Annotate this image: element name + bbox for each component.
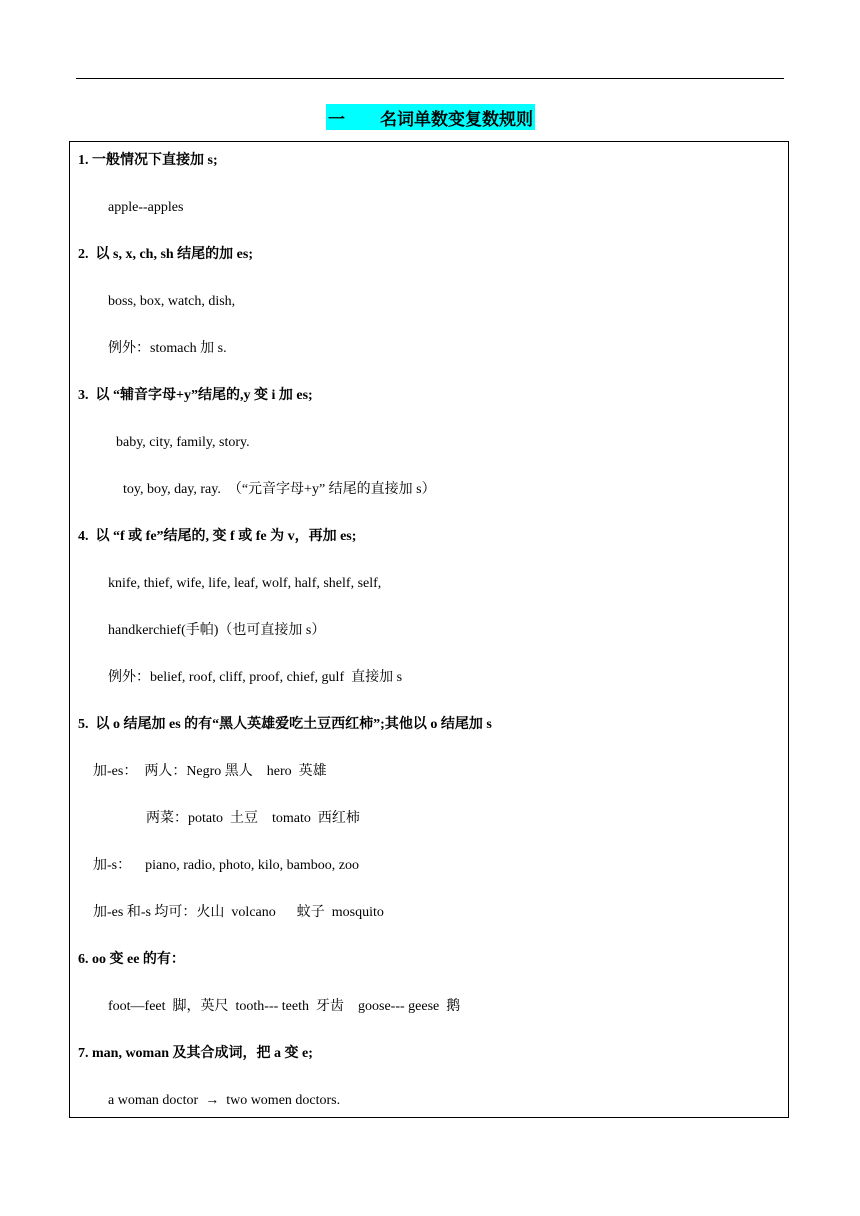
rule-2-exception: 例外：stomach 加 s. (108, 341, 227, 356)
rule-3-example: baby, city, family, story. (116, 435, 250, 450)
rule-4-exception: 例外：belief, roof, cliff, proof, chief, gulf 直接加 s (108, 670, 403, 685)
rule-3-note: toy, boy, day, ray. （“元音字母+y” 结尾的直接加 s） (123, 482, 436, 497)
section-title (326, 104, 535, 130)
rule-1-example: apple--apples (108, 200, 184, 215)
header-rule (76, 78, 784, 79)
rule-4-example: knife, thief, wife, life, leaf, wolf, half, shelf, self, (108, 576, 382, 591)
rule-5-s: 加-s： piano, radio, photo, kilo, bamboo, zoo (93, 858, 359, 873)
rule-5-es-people: 加-es： 两人：Negro 黑人 hero 英雄 (93, 764, 327, 779)
rule-4-example-2: handkerchief(手帕)（也可直接加 s） (108, 623, 326, 638)
rule-2-example: boss, box, watch, dish, (108, 294, 236, 309)
rule-5-both: 加-es 和-s 均可：火山 volcano 蚊子 mosquito (93, 905, 384, 920)
section-title-text: 名词单数变复数规则 (380, 109, 533, 130)
rule-7-heading: 7. man, woman 及其合成词，把 a 变 e; (78, 1046, 313, 1061)
rule-6-heading: 6. oo 变 ee 的有： (78, 952, 185, 967)
rule-4-heading: 4. 以 “f 或 fe”结尾的, 变 f 或 fe 为 v，再加 es; (78, 529, 357, 544)
rule-7-example: a woman doctor → two women doctors. (108, 1093, 341, 1108)
section-number: 一 (328, 109, 345, 130)
rule-6-example: foot—feet 脚，英尺 tooth--- teeth 牙齿 goose--- geese 鹅 (108, 999, 461, 1014)
rule-5-es-veg: 两菜：potato 土豆 tomato 西红柿 (146, 811, 360, 826)
rule-3-heading: 3. 以 “辅音字母+y”结尾的,y 变 i 加 es; (78, 388, 313, 403)
rule-2-heading: 2. 以 s, x, ch, sh 结尾的加 es; (78, 247, 254, 262)
rule-5-heading: 5. 以 o 结尾加 es 的有“黑人英雄爱吃土豆西红柿”;其他以 o 结尾加 s (78, 717, 492, 732)
rule-1-heading: 1. 一般情况下直接加 s; (78, 153, 218, 168)
